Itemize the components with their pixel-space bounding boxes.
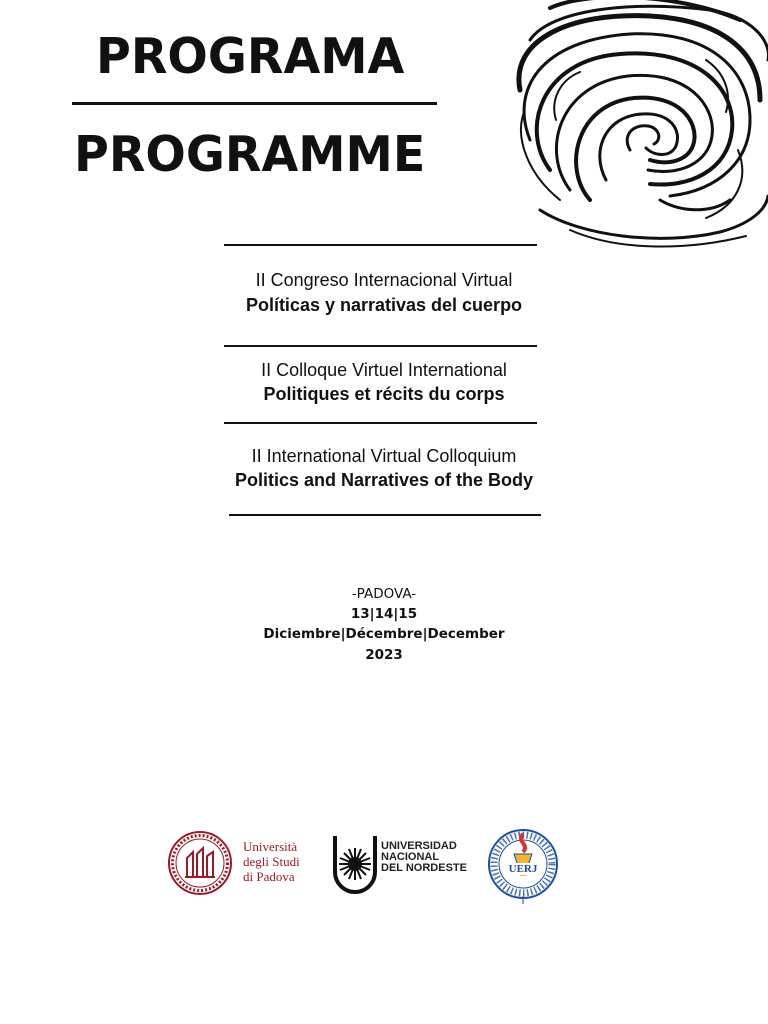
title-divider — [72, 102, 437, 105]
unne-line-1: UNIVERSIDAD — [381, 840, 457, 852]
padova-line-2: degli Studi — [243, 854, 300, 869]
event-1-subtitle: II Congreso Internacional Virtual — [255, 270, 513, 290]
event-2-subtitle: II Colloque Virtuel International — [261, 360, 507, 380]
unne-line-3: DEL NORDESTE — [381, 862, 467, 874]
venue-month — [0, 624, 768, 644]
event-3-subtitle: II International Virtual Colloquium — [251, 446, 517, 466]
event-divider-3 — [224, 422, 537, 424]
unne-line-2: NACIONAL — [381, 851, 440, 863]
venue-city: -PADOVA- — [351, 586, 417, 602]
title-programme: PROGRAMME — [74, 126, 426, 183]
padova-line-1: Università — [243, 839, 298, 854]
event-2-title: Politiques et récits du corps — [263, 384, 505, 404]
title-programa: PROGRAMA — [96, 28, 405, 85]
venue-year-text: 2023 — [365, 647, 403, 663]
unne-logo-text — [381, 841, 467, 874]
venue-days — [0, 604, 768, 624]
swirl-artwork — [510, 0, 768, 252]
padova-line-3: di Padova — [243, 869, 295, 884]
event-divider-1 — [224, 244, 537, 246]
event-3-title: Politics and Narratives of the Body — [234, 470, 534, 490]
padova-seal-icon — [167, 830, 233, 896]
venue-days-text: 13|14|15 — [350, 606, 418, 622]
padova-logo-text — [243, 839, 300, 884]
venue-year — [0, 645, 768, 665]
event-1-title: Políticas y narrativas del cuerpo — [245, 295, 523, 315]
uerj-abbr: UERJ — [505, 863, 541, 875]
unne-logo-icon — [332, 834, 378, 896]
event-divider-2 — [224, 345, 537, 347]
event-divider-4 — [229, 514, 541, 516]
venue-month-text: Diciembre|Décembre|December — [263, 626, 505, 642]
